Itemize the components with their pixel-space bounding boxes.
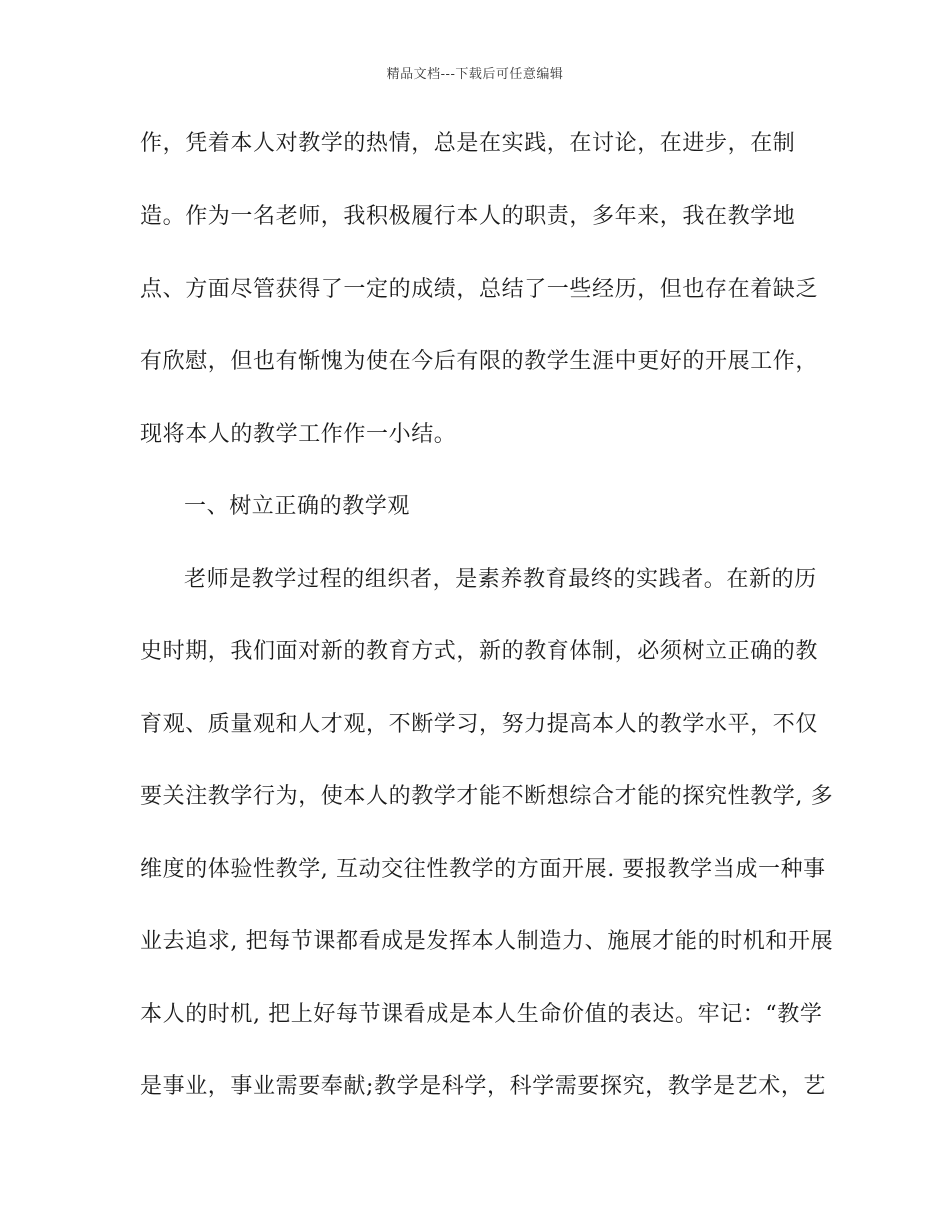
body-line: 育观、质量观和人才观，不断学习，努力提高本人的教学水平，不仅 <box>140 712 819 737</box>
page-header: 精品文档---下载后可任意编辑 <box>386 67 564 82</box>
body-line: 史时期，我们面对新的教育方式，新的教育体制，必须树立正确的教 <box>140 639 819 664</box>
body-line: 是事业，事业需要奉献;教学是科学，科学需要探究，教学是艺术，艺 <box>140 1074 827 1099</box>
body-line: 作，凭着本人对教学的热情，总是在实践，在讨论，在进步，在制 <box>140 131 796 156</box>
body-line: 点、方面尽管获得了一定的成绩，总结了一些经历，但也存在着缺乏 <box>140 277 819 302</box>
body-line: 维度的体验性教学, 互动交往性教学的方面开展. 要报教学当成一种事 <box>140 857 826 882</box>
body-line: 要关注教学行为，使本人的教学才能不断想综合才能的探究性教学, 多 <box>140 784 834 809</box>
body-line: 造。作为一名老师，我积极履行本人的职责，多年来，我在教学地 <box>140 204 796 229</box>
body-line: 老师是教学过程的组织者，是素养教育最终的实践者。在新的历 <box>184 567 817 592</box>
body-line: 业去追求, 把每节课都看成是发挥本人制造力、施展才能的时机和开展 <box>140 929 834 954</box>
body-line: 现将本人的教学工作作一小结。 <box>140 422 457 447</box>
body-line: 本人的时机, 把上好每节课看成是本人生命价值的表达。牢记：“教学 <box>140 1002 823 1027</box>
section-heading: 一、树立正确的教学观 <box>184 494 411 519</box>
body-line: 有欣慰，但也有惭愧为使在今后有限的教学生涯中更好的开展工作， <box>140 349 819 374</box>
